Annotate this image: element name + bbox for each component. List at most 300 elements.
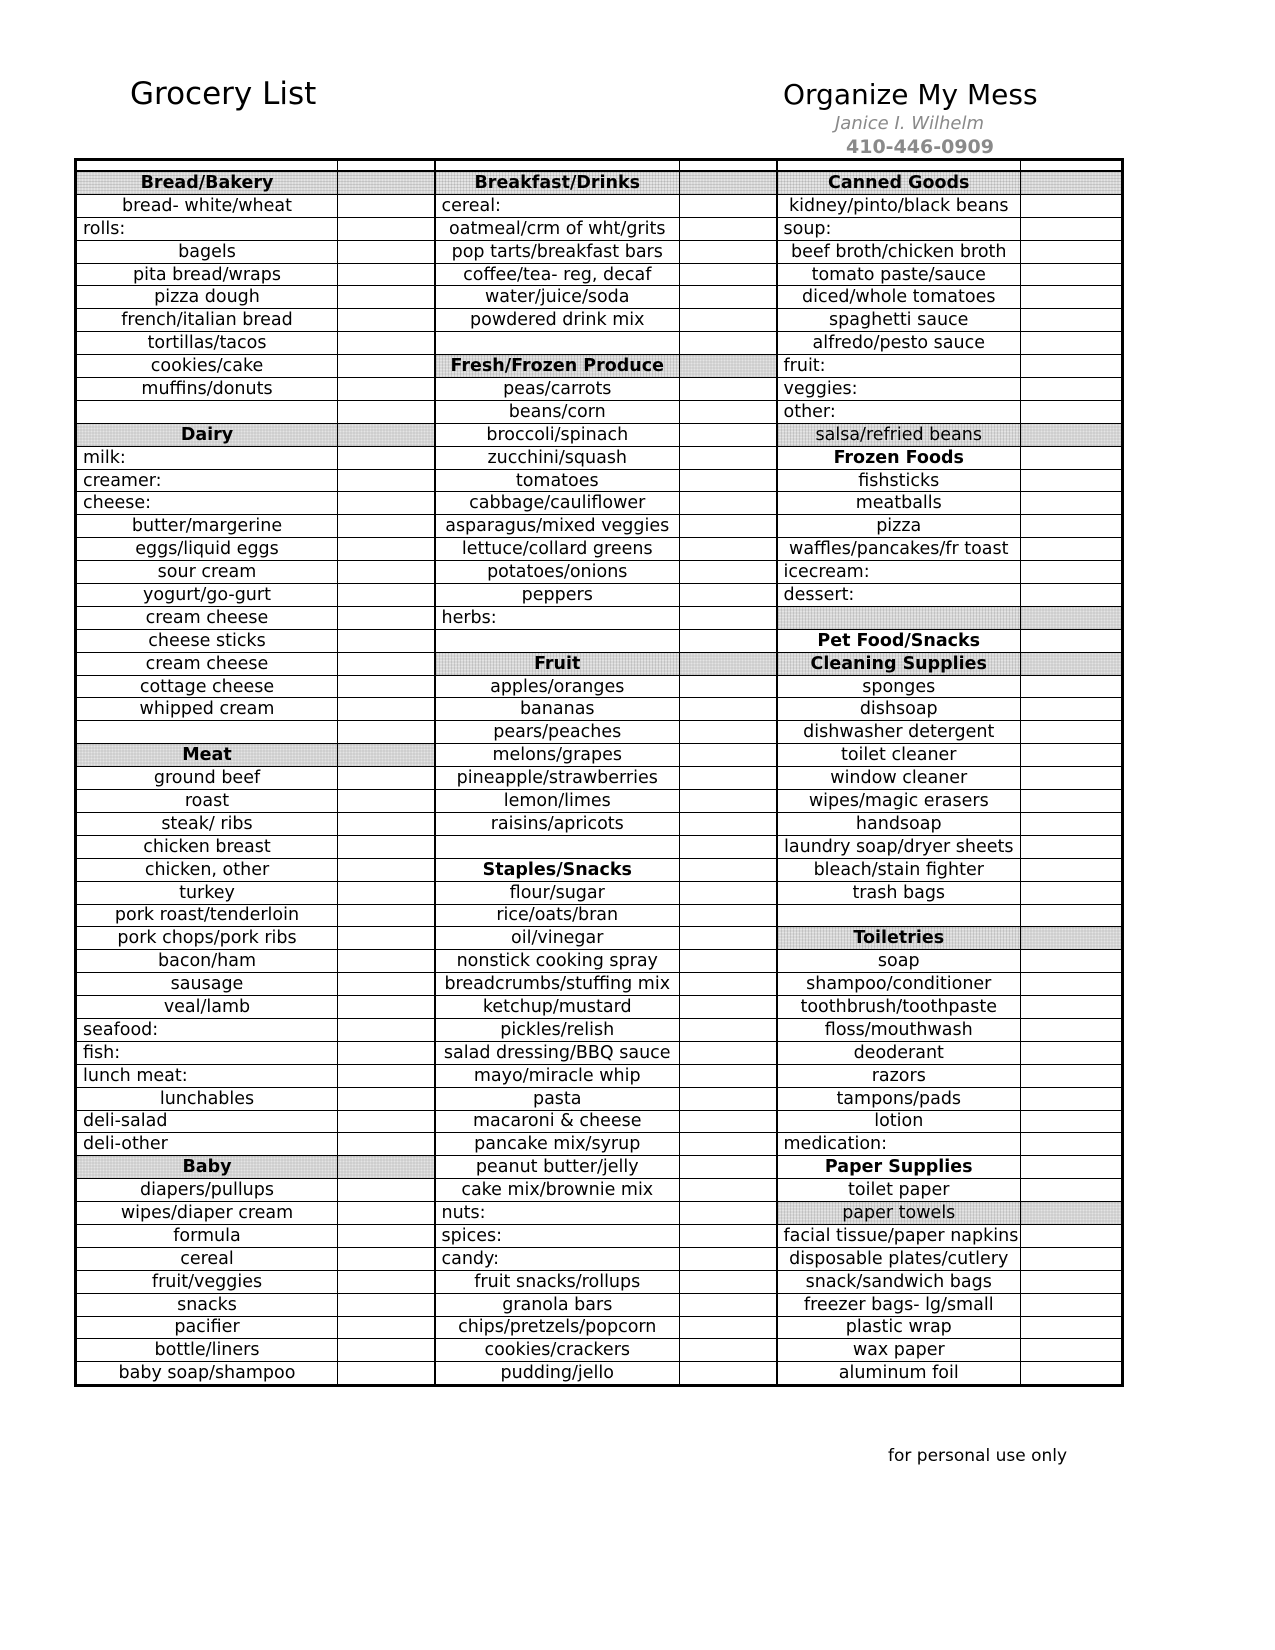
- check-cell[interactable]: [1021, 675, 1123, 698]
- table-row: [76, 1316, 1123, 1339]
- check-cell[interactable]: [1021, 423, 1123, 446]
- check-cell[interactable]: [1021, 1293, 1123, 1316]
- check-cell[interactable]: [680, 332, 777, 355]
- check-cell[interactable]: [338, 469, 435, 492]
- check-cell[interactable]: [1021, 1270, 1123, 1293]
- item-name: lemon/limes: [435, 790, 680, 813]
- check-cell[interactable]: [338, 1224, 435, 1247]
- check-cell[interactable]: [680, 881, 777, 904]
- check-cell[interactable]: [1021, 973, 1123, 996]
- item-name: [76, 721, 338, 744]
- check-cell[interactable]: [680, 1110, 777, 1133]
- check-cell[interactable]: [338, 1041, 435, 1064]
- check-cell[interactable]: [1021, 904, 1123, 927]
- check-cell[interactable]: [680, 515, 777, 538]
- item-name: spaghetti sauce: [777, 309, 1021, 332]
- author-name: Janice I. Wilhelm: [835, 113, 985, 134]
- item-name: pop tarts/breakfast bars: [435, 240, 680, 263]
- check-cell[interactable]: [338, 698, 435, 721]
- item-name: lunch meat:: [76, 1064, 338, 1087]
- check-cell[interactable]: [1021, 1133, 1123, 1156]
- check-cell[interactable]: [338, 171, 435, 194]
- item-name: toothbrush/toothpaste: [777, 996, 1021, 1019]
- item-name: pineapple/strawberries: [435, 767, 680, 790]
- item-name: cottage cheese: [76, 675, 338, 698]
- check-cell[interactable]: [1021, 1041, 1123, 1064]
- item-name: soup:: [777, 217, 1021, 240]
- item-name: [435, 332, 680, 355]
- check-cell[interactable]: [338, 996, 435, 1019]
- check-cell[interactable]: [1021, 996, 1123, 1019]
- check-cell[interactable]: [338, 446, 435, 469]
- section-header: Frozen Foods: [777, 446, 1021, 469]
- check-cell[interactable]: [1021, 584, 1123, 607]
- item-name: milk:: [76, 446, 338, 469]
- item-name: lettuce/collard greens: [435, 538, 680, 561]
- check-cell[interactable]: [680, 1041, 777, 1064]
- item-name: ground beef: [76, 767, 338, 790]
- item-name: coffee/tea- reg, decaf: [435, 263, 680, 286]
- section-header: Dairy: [76, 423, 338, 446]
- check-cell[interactable]: [680, 194, 777, 217]
- check-cell[interactable]: [1021, 171, 1123, 194]
- check-cell[interactable]: [680, 1202, 777, 1225]
- table-row: [76, 561, 1123, 584]
- item-name: kidney/pinto/black beans: [777, 194, 1021, 217]
- check-cell[interactable]: [1021, 538, 1123, 561]
- item-name: freezer bags- lg/small: [777, 1293, 1021, 1316]
- check-cell[interactable]: [338, 1316, 435, 1339]
- item-name: window cleaner: [777, 767, 1021, 790]
- check-cell[interactable]: [680, 561, 777, 584]
- item-name: powdered drink mix: [435, 309, 680, 332]
- item-name: bleach/stain fighter: [777, 858, 1021, 881]
- item-name: wipes/magic erasers: [777, 790, 1021, 813]
- check-cell[interactable]: [338, 767, 435, 790]
- check-cell[interactable]: [338, 1179, 435, 1202]
- item-name: pickles/relish: [435, 1018, 680, 1041]
- check-cell[interactable]: [1021, 790, 1123, 813]
- check-cell[interactable]: [1021, 858, 1123, 881]
- check-cell[interactable]: [680, 767, 777, 790]
- check-cell[interactable]: [338, 309, 435, 332]
- item-name: pita bread/wraps: [76, 263, 338, 286]
- check-cell[interactable]: [338, 423, 435, 446]
- item-name: deoderant: [777, 1041, 1021, 1064]
- item-name: pudding/jello: [435, 1362, 680, 1386]
- check-cell[interactable]: [1021, 378, 1123, 401]
- item-name: cookies/cake: [76, 355, 338, 378]
- check-cell[interactable]: [338, 194, 435, 217]
- table-row: [76, 1087, 1123, 1110]
- check-cell[interactable]: [1021, 652, 1123, 675]
- item-name: tomato paste/sauce: [777, 263, 1021, 286]
- check-cell[interactable]: [680, 584, 777, 607]
- check-cell[interactable]: [338, 744, 435, 767]
- check-cell[interactable]: [1021, 1179, 1123, 1202]
- check-cell[interactable]: [338, 812, 435, 835]
- item-name: cereal: [76, 1247, 338, 1270]
- table-row: [76, 423, 1123, 446]
- check-cell[interactable]: [680, 812, 777, 835]
- check-cell[interactable]: [338, 606, 435, 629]
- phone-number: 410-446-0909: [846, 136, 994, 158]
- check-cell[interactable]: [680, 286, 777, 309]
- item-name: floss/mouthwash: [777, 1018, 1021, 1041]
- grocery-table: [74, 158, 1124, 1387]
- item-name: deli-salad: [76, 1110, 338, 1133]
- check-cell[interactable]: [1021, 515, 1123, 538]
- item-name: disposable plates/cutlery: [777, 1247, 1021, 1270]
- check-cell[interactable]: [680, 1156, 777, 1179]
- item-name: oatmeal/crm of wht/grits: [435, 217, 680, 240]
- check-cell[interactable]: [338, 492, 435, 515]
- item-name: cream cheese: [76, 606, 338, 629]
- check-cell[interactable]: [338, 355, 435, 378]
- check-cell[interactable]: [338, 217, 435, 240]
- table-row: [76, 469, 1123, 492]
- item-name: bread- white/wheat: [76, 194, 338, 217]
- check-cell[interactable]: [1021, 1247, 1123, 1270]
- item-name: nuts:: [435, 1202, 680, 1225]
- check-cell[interactable]: [680, 858, 777, 881]
- item-name: medication:: [777, 1133, 1021, 1156]
- item-name: facial tissue/paper napkins: [777, 1224, 1021, 1247]
- check-cell[interactable]: [680, 698, 777, 721]
- item-name: fruit:: [777, 355, 1021, 378]
- check-cell[interactable]: [1021, 835, 1123, 858]
- check-cell[interactable]: [1021, 217, 1123, 240]
- item-name: fruit snacks/rollups: [435, 1270, 680, 1293]
- check-cell[interactable]: [1021, 286, 1123, 309]
- item-name: lotion: [777, 1110, 1021, 1133]
- check-cell[interactable]: [338, 675, 435, 698]
- item-name: turkey: [76, 881, 338, 904]
- item-name: yogurt/go-gurt: [76, 584, 338, 607]
- table-row: [76, 698, 1123, 721]
- check-cell[interactable]: [338, 584, 435, 607]
- check-cell[interactable]: [338, 1133, 435, 1156]
- check-cell[interactable]: [1021, 606, 1123, 629]
- check-cell[interactable]: [338, 332, 435, 355]
- check-cell[interactable]: [680, 1247, 777, 1270]
- check-cell[interactable]: [680, 721, 777, 744]
- check-cell[interactable]: [680, 950, 777, 973]
- check-cell[interactable]: [680, 469, 777, 492]
- table-row: [76, 652, 1123, 675]
- check-cell[interactable]: [338, 858, 435, 881]
- check-cell[interactable]: [680, 973, 777, 996]
- check-cell[interactable]: [1021, 469, 1123, 492]
- item-name: chips/pretzels/popcorn: [435, 1316, 680, 1339]
- check-cell[interactable]: [338, 629, 435, 652]
- item-name: salad dressing/BBQ sauce: [435, 1041, 680, 1064]
- item-name: lunchables: [76, 1087, 338, 1110]
- table-row: [76, 606, 1123, 629]
- item-name: asparagus/mixed veggies: [435, 515, 680, 538]
- check-cell[interactable]: [680, 629, 777, 652]
- table-top-border-row: [76, 160, 1123, 172]
- check-cell[interactable]: [1021, 698, 1123, 721]
- check-cell[interactable]: [680, 1293, 777, 1316]
- check-cell[interactable]: [1021, 927, 1123, 950]
- check-cell[interactable]: [1021, 1224, 1123, 1247]
- item-name: cheese sticks: [76, 629, 338, 652]
- check-cell[interactable]: [338, 1087, 435, 1110]
- table-row: [76, 194, 1123, 217]
- item-name: ketchup/mustard: [435, 996, 680, 1019]
- table-row: [76, 812, 1123, 835]
- check-cell[interactable]: [338, 1110, 435, 1133]
- check-cell[interactable]: [1021, 721, 1123, 744]
- check-cell[interactable]: [1021, 629, 1123, 652]
- item-name: tampons/pads: [777, 1087, 1021, 1110]
- table-row: [76, 881, 1123, 904]
- item-name: fruit/veggies: [76, 1270, 338, 1293]
- check-cell[interactable]: [338, 652, 435, 675]
- check-cell[interactable]: [338, 904, 435, 927]
- check-cell[interactable]: [338, 1018, 435, 1041]
- item-name: bottle/liners: [76, 1339, 338, 1362]
- check-cell[interactable]: [680, 904, 777, 927]
- item-name: herbs:: [435, 606, 680, 629]
- check-cell[interactable]: [1021, 1064, 1123, 1087]
- item-name: sour cream: [76, 561, 338, 584]
- item-name: pears/peaches: [435, 721, 680, 744]
- check-cell[interactable]: [1021, 1156, 1123, 1179]
- brand-name: Organize My Mess: [783, 78, 1038, 111]
- footer-note: for personal use only: [888, 1446, 1068, 1466]
- table-row: [76, 790, 1123, 813]
- item-name: formula: [76, 1224, 338, 1247]
- check-cell[interactable]: [680, 1179, 777, 1202]
- table-row: [76, 629, 1123, 652]
- item-name: fishsticks: [777, 469, 1021, 492]
- check-cell[interactable]: [1021, 332, 1123, 355]
- table-row: [76, 1156, 1123, 1179]
- item-name: muffins/donuts: [76, 378, 338, 401]
- check-cell[interactable]: [1021, 881, 1123, 904]
- check-cell[interactable]: [338, 378, 435, 401]
- check-cell[interactable]: [1021, 561, 1123, 584]
- check-cell[interactable]: [680, 1339, 777, 1362]
- item-name: snack/sandwich bags: [777, 1270, 1021, 1293]
- item-name: pizza: [777, 515, 1021, 538]
- check-cell[interactable]: [338, 1293, 435, 1316]
- section-header: Staples/Snacks: [435, 858, 680, 881]
- check-cell[interactable]: [1021, 1018, 1123, 1041]
- table-row: [76, 1110, 1123, 1133]
- table-row: [76, 217, 1123, 240]
- check-cell[interactable]: [680, 217, 777, 240]
- table-row: [76, 1270, 1123, 1293]
- check-cell[interactable]: [338, 835, 435, 858]
- check-cell[interactable]: [338, 881, 435, 904]
- check-cell[interactable]: [680, 1316, 777, 1339]
- check-cell[interactable]: [1021, 400, 1123, 423]
- check-cell[interactable]: [1021, 950, 1123, 973]
- check-cell[interactable]: [680, 1087, 777, 1110]
- item-name: pasta: [435, 1087, 680, 1110]
- item-name: creamer:: [76, 469, 338, 492]
- item-name: spices:: [435, 1224, 680, 1247]
- table-row: [76, 286, 1123, 309]
- item-name: soap: [777, 950, 1021, 973]
- item-name: [777, 904, 1021, 927]
- check-cell[interactable]: [1021, 309, 1123, 332]
- table-row: [76, 355, 1123, 378]
- table-row: [76, 1247, 1123, 1270]
- check-cell[interactable]: [338, 263, 435, 286]
- check-cell[interactable]: [338, 973, 435, 996]
- check-cell[interactable]: [680, 263, 777, 286]
- item-name: dishsoap: [777, 698, 1021, 721]
- check-cell[interactable]: [338, 1247, 435, 1270]
- item-name: pacifier: [76, 1316, 338, 1339]
- check-cell[interactable]: [338, 1064, 435, 1087]
- check-cell[interactable]: [338, 1156, 435, 1179]
- table-row: [76, 1202, 1123, 1225]
- item-name: pork roast/tenderloin: [76, 904, 338, 927]
- check-cell[interactable]: [680, 446, 777, 469]
- check-cell[interactable]: [680, 378, 777, 401]
- item-name: granola bars: [435, 1293, 680, 1316]
- check-cell[interactable]: [1021, 355, 1123, 378]
- table-row: [76, 835, 1123, 858]
- table-row: [76, 973, 1123, 996]
- item-name: eggs/liquid eggs: [76, 538, 338, 561]
- check-cell[interactable]: [680, 538, 777, 561]
- check-cell[interactable]: [680, 400, 777, 423]
- item-name: pork chops/pork ribs: [76, 927, 338, 950]
- table-row: [76, 492, 1123, 515]
- item-name: flour/sugar: [435, 881, 680, 904]
- check-cell[interactable]: [338, 515, 435, 538]
- check-cell[interactable]: [1021, 194, 1123, 217]
- check-cell[interactable]: [338, 927, 435, 950]
- check-cell[interactable]: [680, 309, 777, 332]
- item-name: bananas: [435, 698, 680, 721]
- check-cell[interactable]: [680, 606, 777, 629]
- item-name: rolls:: [76, 217, 338, 240]
- check-cell[interactable]: [338, 721, 435, 744]
- check-cell[interactable]: [1021, 812, 1123, 835]
- item-name: diced/whole tomatoes: [777, 286, 1021, 309]
- check-cell[interactable]: [680, 1224, 777, 1247]
- item-name: french/italian bread: [76, 309, 338, 332]
- check-cell[interactable]: [338, 1362, 435, 1386]
- check-cell[interactable]: [680, 790, 777, 813]
- item-name: alfredo/pesto sauce: [777, 332, 1021, 355]
- table-row: [76, 927, 1123, 950]
- check-cell[interactable]: [338, 1339, 435, 1362]
- check-cell[interactable]: [680, 996, 777, 1019]
- item-name: cabbage/cauliflower: [435, 492, 680, 515]
- item-name: aluminum foil: [777, 1362, 1021, 1386]
- item-name: dishwasher detergent: [777, 721, 1021, 744]
- item-name: icecream:: [777, 561, 1021, 584]
- check-cell[interactable]: [1021, 744, 1123, 767]
- check-cell[interactable]: [1021, 1110, 1123, 1133]
- item-name: tomatoes: [435, 469, 680, 492]
- check-cell[interactable]: [680, 492, 777, 515]
- check-cell[interactable]: [338, 240, 435, 263]
- item-name: steak/ ribs: [76, 812, 338, 835]
- check-cell[interactable]: [1021, 446, 1123, 469]
- check-cell[interactable]: [680, 1133, 777, 1156]
- table-row: [76, 1362, 1123, 1386]
- check-cell[interactable]: [680, 835, 777, 858]
- item-name: cheese:: [76, 492, 338, 515]
- check-cell[interactable]: [338, 538, 435, 561]
- table-row: [76, 1018, 1123, 1041]
- item-name: salsa/refried beans: [777, 423, 1021, 446]
- check-cell[interactable]: [680, 1018, 777, 1041]
- table-row: [76, 675, 1123, 698]
- check-cell[interactable]: [680, 652, 777, 675]
- item-name: [435, 835, 680, 858]
- check-cell[interactable]: [338, 561, 435, 584]
- item-name: wax paper: [777, 1339, 1021, 1362]
- check-cell[interactable]: [338, 400, 435, 423]
- section-header: Canned Goods: [777, 171, 1021, 194]
- check-cell[interactable]: [680, 675, 777, 698]
- check-cell[interactable]: [1021, 263, 1123, 286]
- table-row: [76, 904, 1123, 927]
- check-cell[interactable]: [680, 927, 777, 950]
- check-cell[interactable]: [1021, 492, 1123, 515]
- section-header: Meat: [76, 744, 338, 767]
- table-row: [76, 1179, 1123, 1202]
- check-cell[interactable]: [680, 744, 777, 767]
- check-cell[interactable]: [338, 286, 435, 309]
- check-cell[interactable]: [680, 171, 777, 194]
- check-cell[interactable]: [1021, 1339, 1123, 1362]
- check-cell[interactable]: [680, 1362, 777, 1386]
- item-name: broccoli/spinach: [435, 423, 680, 446]
- item-name: veal/lamb: [76, 996, 338, 1019]
- check-cell[interactable]: [1021, 240, 1123, 263]
- table-row: [76, 950, 1123, 973]
- check-cell[interactable]: [338, 1270, 435, 1293]
- check-cell[interactable]: [1021, 1087, 1123, 1110]
- item-name: diapers/pullups: [76, 1179, 338, 1202]
- item-name: raisins/apricots: [435, 812, 680, 835]
- check-cell[interactable]: [1021, 1316, 1123, 1339]
- check-cell[interactable]: [338, 790, 435, 813]
- item-name: paper towels: [777, 1202, 1021, 1225]
- item-name: sponges: [777, 675, 1021, 698]
- check-cell[interactable]: [338, 1202, 435, 1225]
- item-name: veggies:: [777, 378, 1021, 401]
- item-name: nonstick cooking spray: [435, 950, 680, 973]
- section-header: Toiletries: [777, 927, 1021, 950]
- check-cell[interactable]: [1021, 767, 1123, 790]
- check-cell[interactable]: [1021, 1362, 1123, 1386]
- check-cell[interactable]: [680, 240, 777, 263]
- check-cell[interactable]: [680, 1064, 777, 1087]
- check-cell[interactable]: [338, 950, 435, 973]
- item-name: beef broth/chicken broth: [777, 240, 1021, 263]
- check-cell[interactable]: [680, 423, 777, 446]
- item-name: meatballs: [777, 492, 1021, 515]
- check-cell[interactable]: [680, 355, 777, 378]
- check-cell[interactable]: [680, 1270, 777, 1293]
- item-name: chicken, other: [76, 858, 338, 881]
- check-cell[interactable]: [1021, 1202, 1123, 1225]
- table-row: [76, 240, 1123, 263]
- item-name: apples/oranges: [435, 675, 680, 698]
